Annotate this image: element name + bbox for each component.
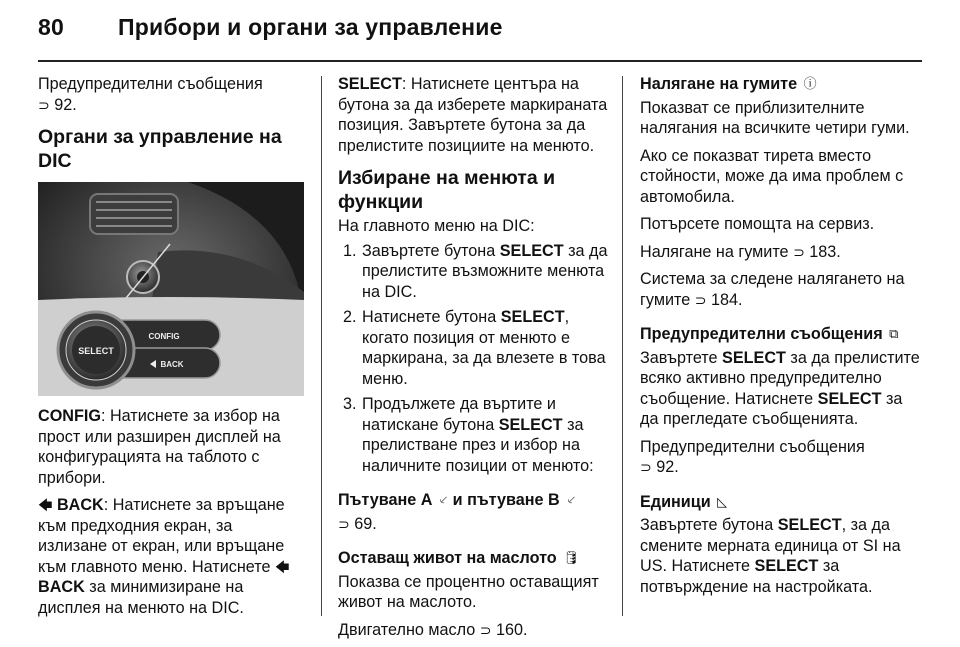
section-heading-menus: Избиране на менюта и функции — [338, 167, 556, 213]
intro-paragraph: Предупредителни съобщения ⊃ 92. — [38, 75, 263, 114]
back-description: 🡄 BACK: Натиснете за връщане към предходния екран, за излизане от екран, или връщане към главното меню. Натиснете 🡄 BACK за минимизиране на дисплея на менюто на DIC. — [38, 496, 290, 617]
column-1 — [38, 74, 306, 625]
tpms-ref: Система за следене налягането на гумите ⊃ 184. — [640, 270, 905, 309]
trip-icon: ⸔ — [438, 492, 449, 507]
list-item: 3. Продължете да въртите и натискане бутона SELECT за прелистване през и избор на наличните позиции от менюто: — [343, 395, 594, 475]
tire-text-1: Показват се приблизителните налягания на всичките четири гуми. — [640, 98, 910, 137]
intro-ref: 92. — [54, 95, 77, 114]
oil-can-icon: 🛢 — [563, 550, 580, 565]
warnings-heading: Предупредителни съобщения ⧉ — [640, 325, 899, 343]
page-ref-icon: ⊃ — [640, 459, 652, 475]
tire-text-2: Ако се показват тирета вместо стойности, може да има проблем с автомобила. — [640, 146, 904, 206]
column-divider-2 — [622, 76, 623, 616]
back-arrow-icon: 🡄 — [38, 497, 53, 513]
page-title: Прибори и органи за управление — [118, 14, 503, 40]
column-3 — [640, 74, 924, 604]
oil-heading: Оставащ живот на маслото 🛢 — [338, 549, 580, 567]
column-2 — [338, 74, 610, 647]
oil-text: Показва се процентно оставащият живот на маслото. — [338, 572, 599, 611]
warnings-text: Завъртете SELECT за да прелистите всяко активно предупредително съобщение. Натиснете SELECT за да прегледате съобщенията. — [640, 348, 920, 428]
trip-heading: Пътуване A ⸔ и пътуване B ⸔ — [338, 491, 576, 509]
select-description: SELECT: Натиснете центъра на бутона за да изберете маркираната позиция. Завъртете бутона за да прелистите позициите на менюто. — [338, 75, 608, 155]
section-heading-dic-controls: Органи за управление на DIC — [38, 126, 282, 172]
steering-wheel-illustration — [38, 182, 304, 396]
page-header — [38, 14, 503, 41]
page-ref-icon: ⊃ — [793, 243, 805, 260]
units-heading: Единици ◺ — [640, 492, 728, 511]
units-text: Завъртете бутона SELECT, за да смените мерната единица от SI на US. Натиснете SELECT за потвърждение на настройката. — [640, 516, 901, 596]
menu-steps-list — [338, 241, 610, 477]
list-item: 1. Завъртете бутона SELECT за да прелистите възможните менюта на DIC. — [343, 241, 608, 301]
tire-pressure-icon: ⓘ — [803, 76, 817, 91]
message-icon: ⧉ — [889, 326, 899, 341]
list-item: 2. Натиснете бутона SELECT, когато позиция от менюто е маркирана, за да влезете в това меню. — [343, 308, 606, 388]
tire-text-3: Потърсете помощта на сервиз. — [640, 215, 875, 233]
config-description: CONFIG: Натиснете за избор на прост или разширен дисплей на конфигурацията на таблото с прибори. — [38, 407, 281, 487]
page-ref-icon: ⊃ — [38, 96, 50, 113]
back-button-label: BACK — [160, 360, 184, 369]
trip-ref: ⊃ 69. — [338, 514, 377, 533]
back-arrow-icon: 🡄 — [274, 558, 290, 575]
menus-lead: На главното меню на DIC: — [338, 217, 535, 235]
config-button-label: CONFIG — [148, 332, 180, 341]
header-rule — [38, 60, 922, 62]
warnings-ref: Предупредителни съобщения ⊃ 92. — [640, 437, 865, 476]
tire-heading: Налягане на гумите ⓘ — [640, 75, 817, 93]
ruler-icon: ◺ — [717, 493, 728, 509]
column-divider-1 — [321, 76, 322, 616]
select-button-label: SELECT — [78, 346, 114, 356]
dic-controls-photo — [38, 182, 304, 396]
oil-ref: Двигателно масло ⊃ 160. — [338, 620, 528, 639]
page-number: 80 — [38, 14, 64, 40]
page-ref-icon: ⊃ — [479, 621, 492, 638]
page-ref-icon: ⊃ — [694, 291, 707, 308]
trip-icon: ⸔ — [566, 492, 576, 507]
tire-ref: Налягане на гумите ⊃ 183. — [640, 242, 841, 261]
page-ref-icon: ⊃ — [338, 515, 350, 532]
